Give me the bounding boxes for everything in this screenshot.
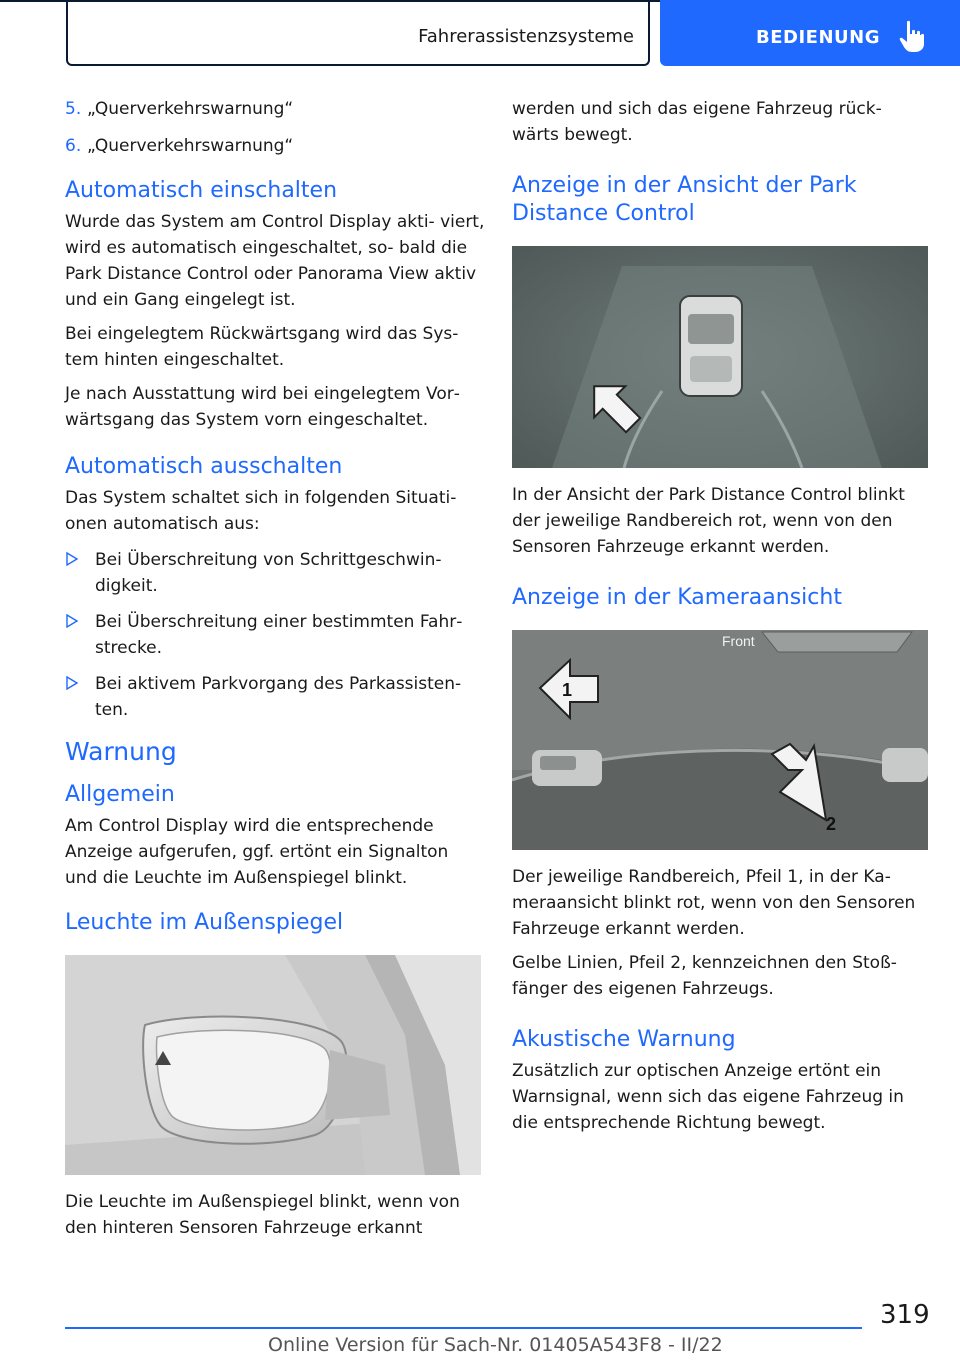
paragraph: Der jeweilige Randbereich, Pfeil 1, in der Ka‐ meraansicht blinkt rot, wenn von den Sensoren Fahrzeuge erkannt werden. bbox=[512, 867, 916, 939]
paragraph: Je nach Ausstattung wird bei eingelegtem Vor‐ wärtsgang das System vorn eingeschaltet. bbox=[65, 384, 460, 430]
front-label: Front bbox=[722, 633, 755, 649]
list-number: 5. bbox=[65, 99, 82, 119]
paragraph: Gelbe Linien, Pfeil 2, kennzeichnen den Stoß‐ fänger des eigenen Fahrzeugs. bbox=[512, 953, 897, 999]
bullet-text: Bei Überschreitung von Schrittgeschwin‐ digkeit. bbox=[95, 550, 442, 596]
mirror-illustration bbox=[65, 955, 481, 1175]
heading-camera-view: Anzeige in der Kameraansicht bbox=[512, 585, 842, 610]
heading-auto-off: Automatisch ausschalten bbox=[65, 454, 343, 479]
heading-auto-on: Automatisch einschalten bbox=[65, 178, 338, 203]
header-section-box bbox=[66, 0, 650, 66]
pdc-view-illustration bbox=[512, 246, 928, 468]
bullet-item bbox=[65, 671, 485, 723]
paragraph: Am Control Display wird die entsprechende Anzeige aufgerufen, ggf. ertönt ein Signalton und die Leuchte im Außenspiegel blinkt. bbox=[65, 816, 449, 888]
right-column bbox=[512, 96, 932, 1136]
camera-view-illustration bbox=[512, 630, 928, 850]
list-item bbox=[65, 133, 485, 159]
arrow-label-1: 1 bbox=[562, 680, 573, 700]
bullet-list bbox=[65, 547, 485, 723]
list-text: „Querverkehrswarnung“ bbox=[87, 136, 294, 156]
footer-rule bbox=[65, 1327, 862, 1329]
heading-acoustic: Akustische Warnung bbox=[512, 1027, 736, 1052]
bullet-item bbox=[65, 547, 485, 599]
paragraph: Die Leuchte im Außenspiegel blinkt, wenn von den hinteren Sensoren Fahrzeuge erkannt bbox=[65, 1192, 460, 1238]
heading-mirror-light: Leuchte im Außenspiegel bbox=[65, 910, 344, 935]
bullet-text: Bei Überschreitung einer bestimmten Fahr‐ strecke. bbox=[95, 612, 463, 658]
header-chapter-box bbox=[660, 0, 960, 66]
list-item bbox=[65, 96, 485, 122]
triangle-bullet-icon bbox=[65, 552, 79, 566]
arrow-label-2: 2 bbox=[826, 814, 837, 834]
header-chapter-title: BEDIENUNG bbox=[756, 27, 880, 48]
list-number: 6. bbox=[65, 136, 82, 156]
header-section-title: Fahrerassistenzsysteme bbox=[418, 26, 634, 47]
paragraph: Wurde das System am Control Display akti‐ viert, wird es automatisch eingeschaltet, so‐ bald die Park Distance Control oder Panorama View aktiv und ein Gang eingelegt ist. bbox=[65, 212, 485, 310]
paragraph: Das System schaltet sich in folgenden Situati‐ onen automatisch aus: bbox=[65, 488, 457, 534]
bullet-item bbox=[65, 609, 485, 661]
heading-pdc-view: Anzeige in der Ansicht der Park Distance Control bbox=[512, 173, 857, 226]
list-text: „Querverkehrswarnung“ bbox=[87, 99, 294, 119]
bullet-text: Bei aktivem Parkvorgang des Parkassisten‐ ten. bbox=[95, 674, 462, 720]
left-column bbox=[65, 96, 485, 1241]
heading-general: Allgemein bbox=[65, 782, 175, 807]
page-number: 319 bbox=[880, 1300, 930, 1330]
online-version-note: Online Version für Sach-Nr. 01405A543F8 - II/22 bbox=[268, 1334, 723, 1356]
triangle-bullet-icon bbox=[65, 676, 79, 690]
heading-warning: Warnung bbox=[65, 737, 177, 766]
triangle-bullet-icon bbox=[65, 614, 79, 628]
paragraph: werden und sich das eigene Fahrzeug rück‐ wärts bewegt. bbox=[512, 99, 882, 145]
paragraph: In der Ansicht der Park Distance Control blinkt der jeweilige Randbereich rot, wenn von den Sensoren Fahrzeuge erkannt werden. bbox=[512, 485, 905, 557]
paragraph: Bei eingelegtem Rückwärtsgang wird das Sys‐ tem hinten eingeschaltet. bbox=[65, 324, 459, 370]
pointing-hand-icon bbox=[898, 20, 926, 54]
paragraph: Zusätzlich zur optischen Anzeige ertönt ein Warnsignal, wenn sich das eigene Fahrzeug in die entsprechende Richtung bewegt. bbox=[512, 1061, 904, 1133]
